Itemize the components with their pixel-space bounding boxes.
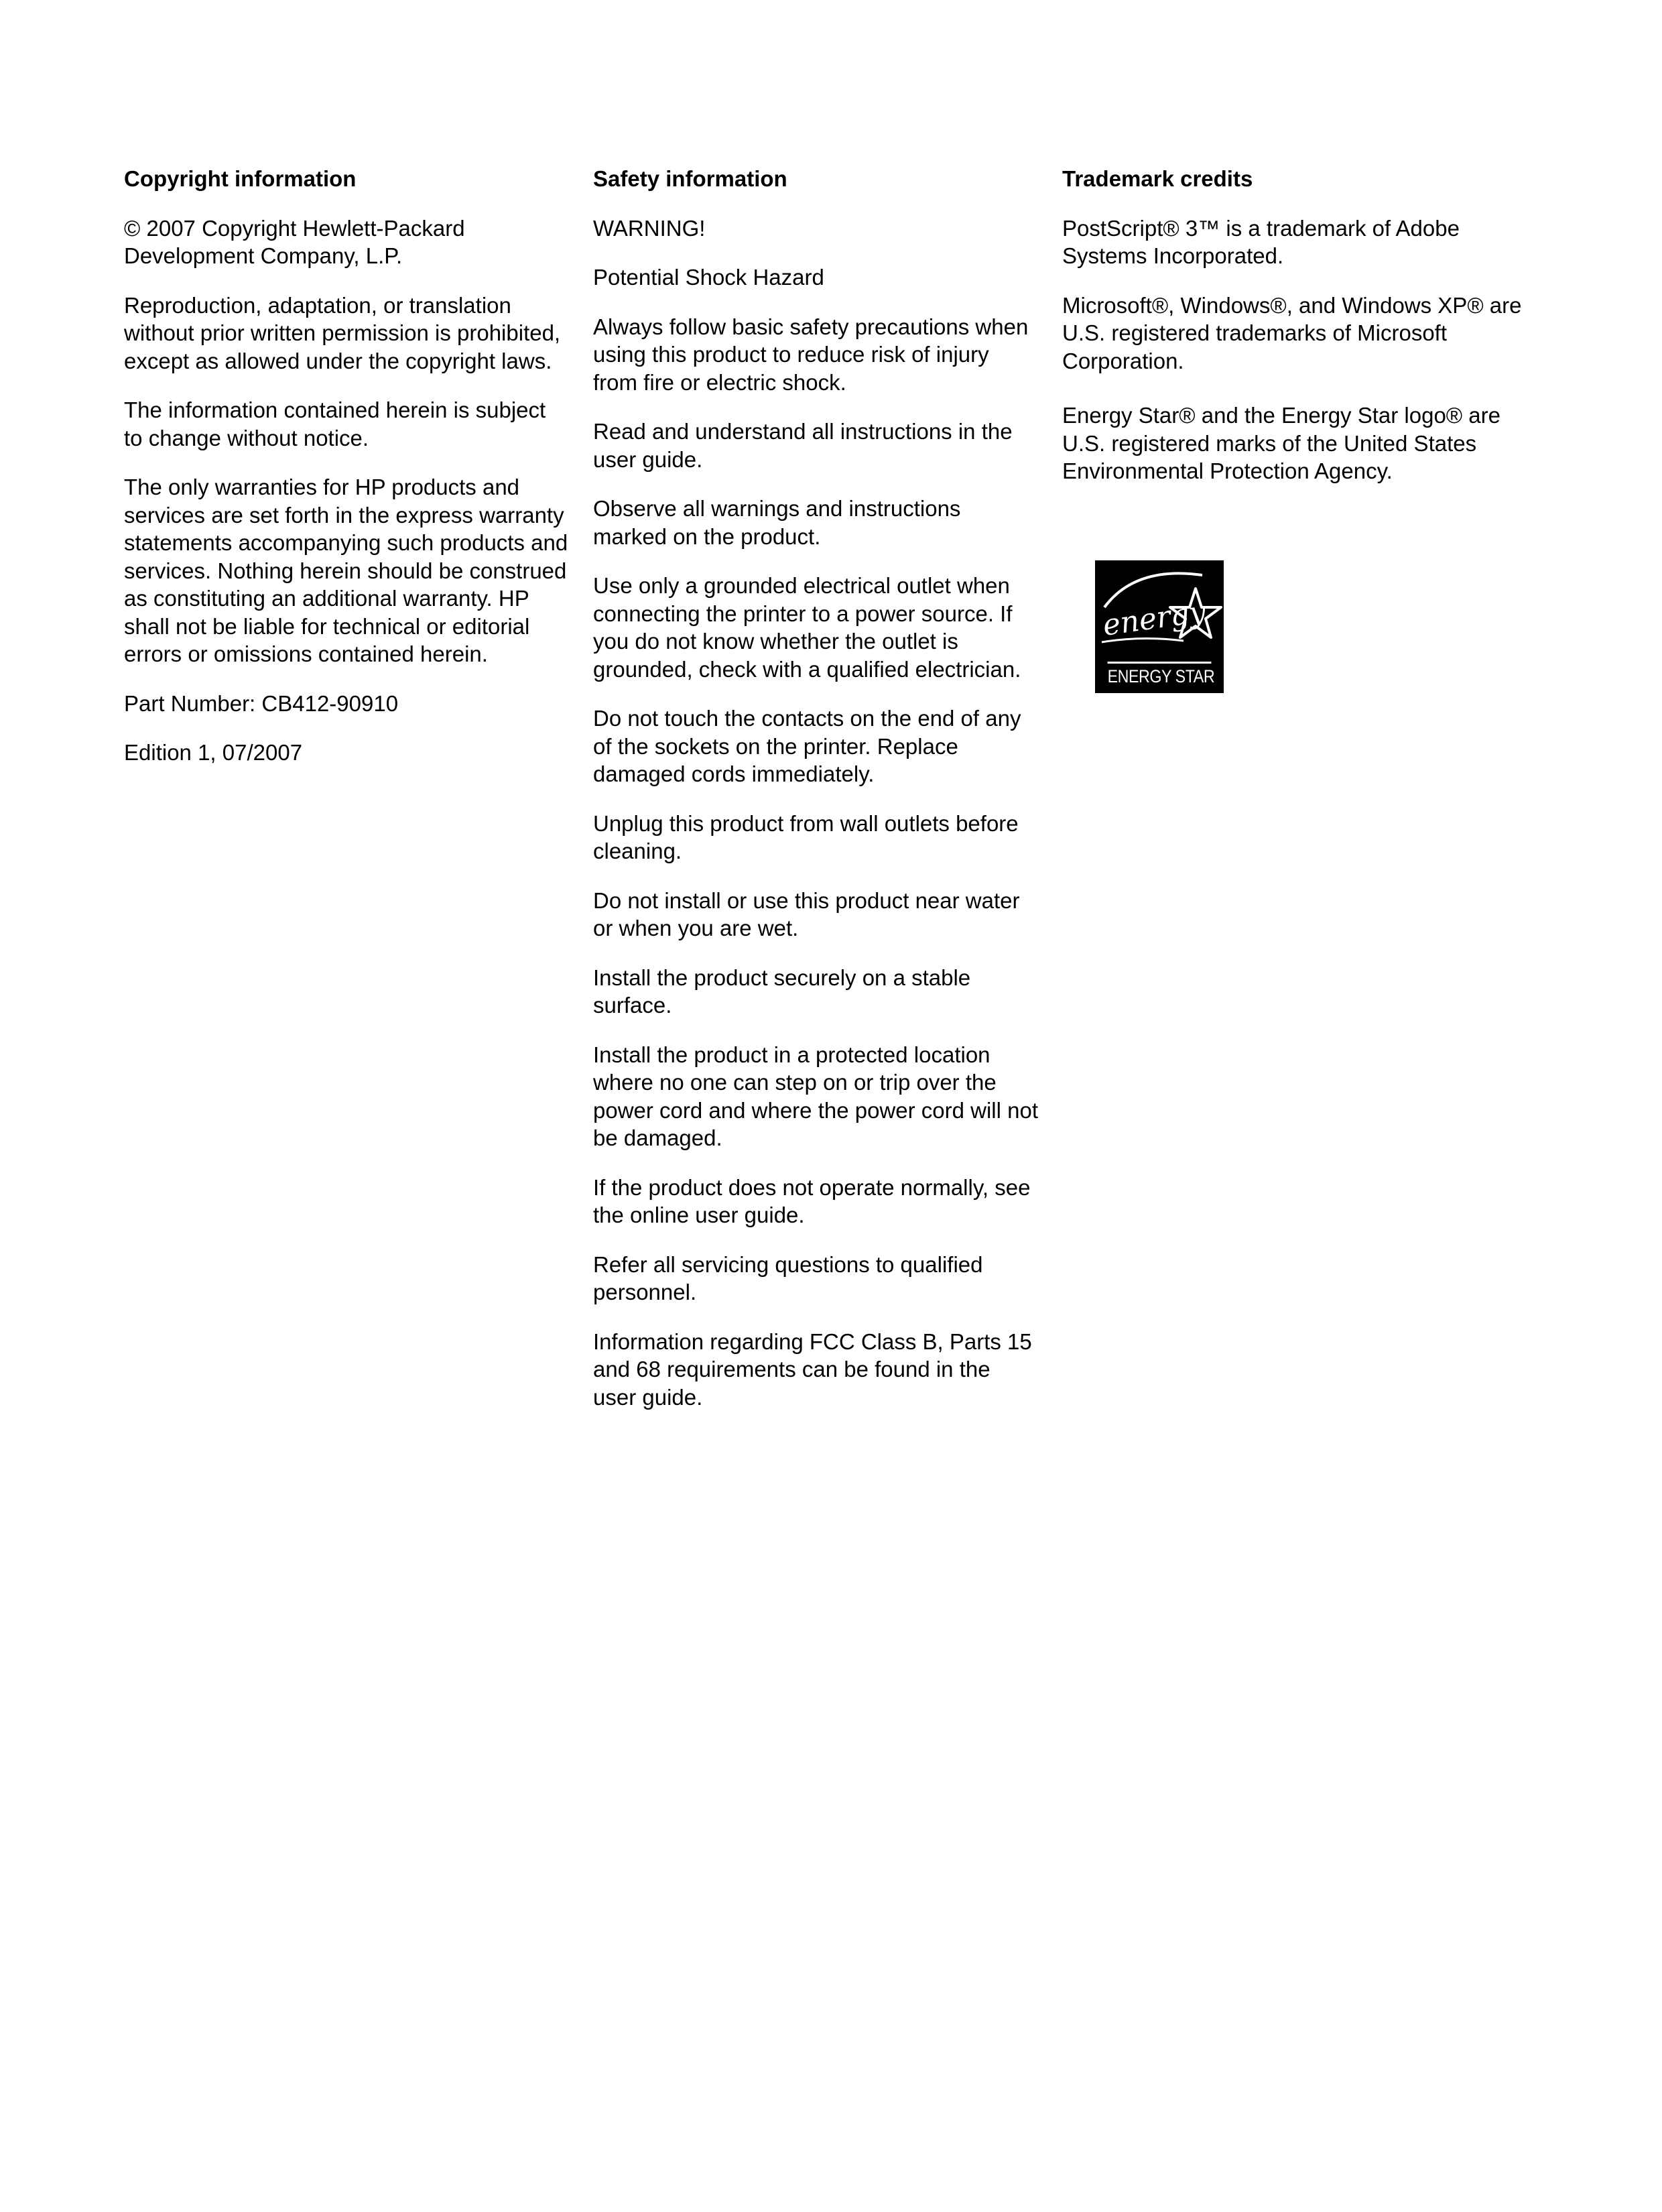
trademark-heading: Trademark credits bbox=[1062, 166, 1253, 191]
energy-star-label: ENERGY STAR bbox=[1108, 662, 1212, 689]
copyright-notice: © 2007 Copyright Hewlett-Packard Development Company, L.P. bbox=[124, 215, 465, 268]
trademark-energy-star: Energy Star® and the Energy Star logo® are U.S. registered marks of the United States Environmental Protection Agency. bbox=[1062, 403, 1500, 483]
safety-paragraph: Do not touch the contacts on the end of any of the sockets on the printer. Replace damaged cords immediately. bbox=[593, 706, 1021, 786]
warranty-notice: The only warranties for HP products and services are set forth in the express warranty statements accompanying such products and services. Nothing herein should be construed as constituting an additional warranty. HP shall not be liable for technical or editorial errors or omissions contained herein. bbox=[124, 475, 568, 666]
trademark-postscript: PostScript® 3™ is a trademark of Adobe Systems Incorporated. bbox=[1062, 215, 1460, 268]
energy-star-logo bbox=[1095, 560, 1224, 693]
copyright-column bbox=[124, 165, 570, 788]
safety-paragraph: Read and understand all instructions in the user guide. bbox=[593, 419, 1013, 472]
safety-paragraph: Refer all servicing questions to qualified personnel. bbox=[593, 1251, 983, 1304]
edition: Edition 1, 07/2007 bbox=[124, 740, 303, 765]
safety-paragraph: Observe all warnings and instructions marked on the product. bbox=[593, 496, 961, 549]
safety-paragraph: Install the product in a protected location where no one can step on or trip over the power cord and where the power cord will not be damaged. bbox=[593, 1042, 1039, 1150]
safety-paragraph: Do not install or use this product near water or when you are wet. bbox=[593, 887, 1020, 940]
energy-star-emblem-icon bbox=[1095, 560, 1224, 661]
trademark-column bbox=[1062, 165, 1531, 507]
safety-hazard: Potential Shock Hazard bbox=[593, 265, 824, 290]
safety-column bbox=[593, 165, 1039, 1432]
safety-warning: WARNING! bbox=[593, 215, 706, 241]
copyright-heading: Copyright information bbox=[124, 166, 357, 191]
safety-paragraph: Information regarding FCC Class B, Parts 15 and 68 requirements can be found in the user guide. bbox=[593, 1329, 1032, 1410]
safety-paragraph: Install the product securely on a stable surface. bbox=[593, 965, 971, 1018]
safety-paragraph: Always follow basic safety precautions when using this product to reduce risk of injury from fire or electric shock. bbox=[593, 314, 1029, 395]
part-number: Part Number: CB412-90910 bbox=[124, 690, 399, 716]
safety-paragraph: Use only a grounded electrical outlet when connecting the printer to a power source. If you do not know whether the outlet is grounded, check with a qualified electrician. bbox=[593, 573, 1021, 682]
trademark-microsoft: Microsoft®, Windows®, and Windows XP® are U.S. registered trademarks of Microsoft Corporation. bbox=[1062, 292, 1522, 373]
safety-heading: Safety information bbox=[593, 166, 787, 191]
energy-script-text: energy bbox=[1100, 594, 1208, 643]
safety-paragraph: Unplug this product from wall outlets before cleaning. bbox=[593, 810, 1019, 863]
change-notice: The information contained herein is subject to change without notice. bbox=[124, 397, 546, 450]
reproduction-notice: Reproduction, adaptation, or translation without prior written permission is prohibited, except as allowed under the copyright laws. bbox=[124, 292, 561, 373]
safety-paragraph: If the product does not operate normally, see the online user guide. bbox=[593, 1174, 1031, 1227]
